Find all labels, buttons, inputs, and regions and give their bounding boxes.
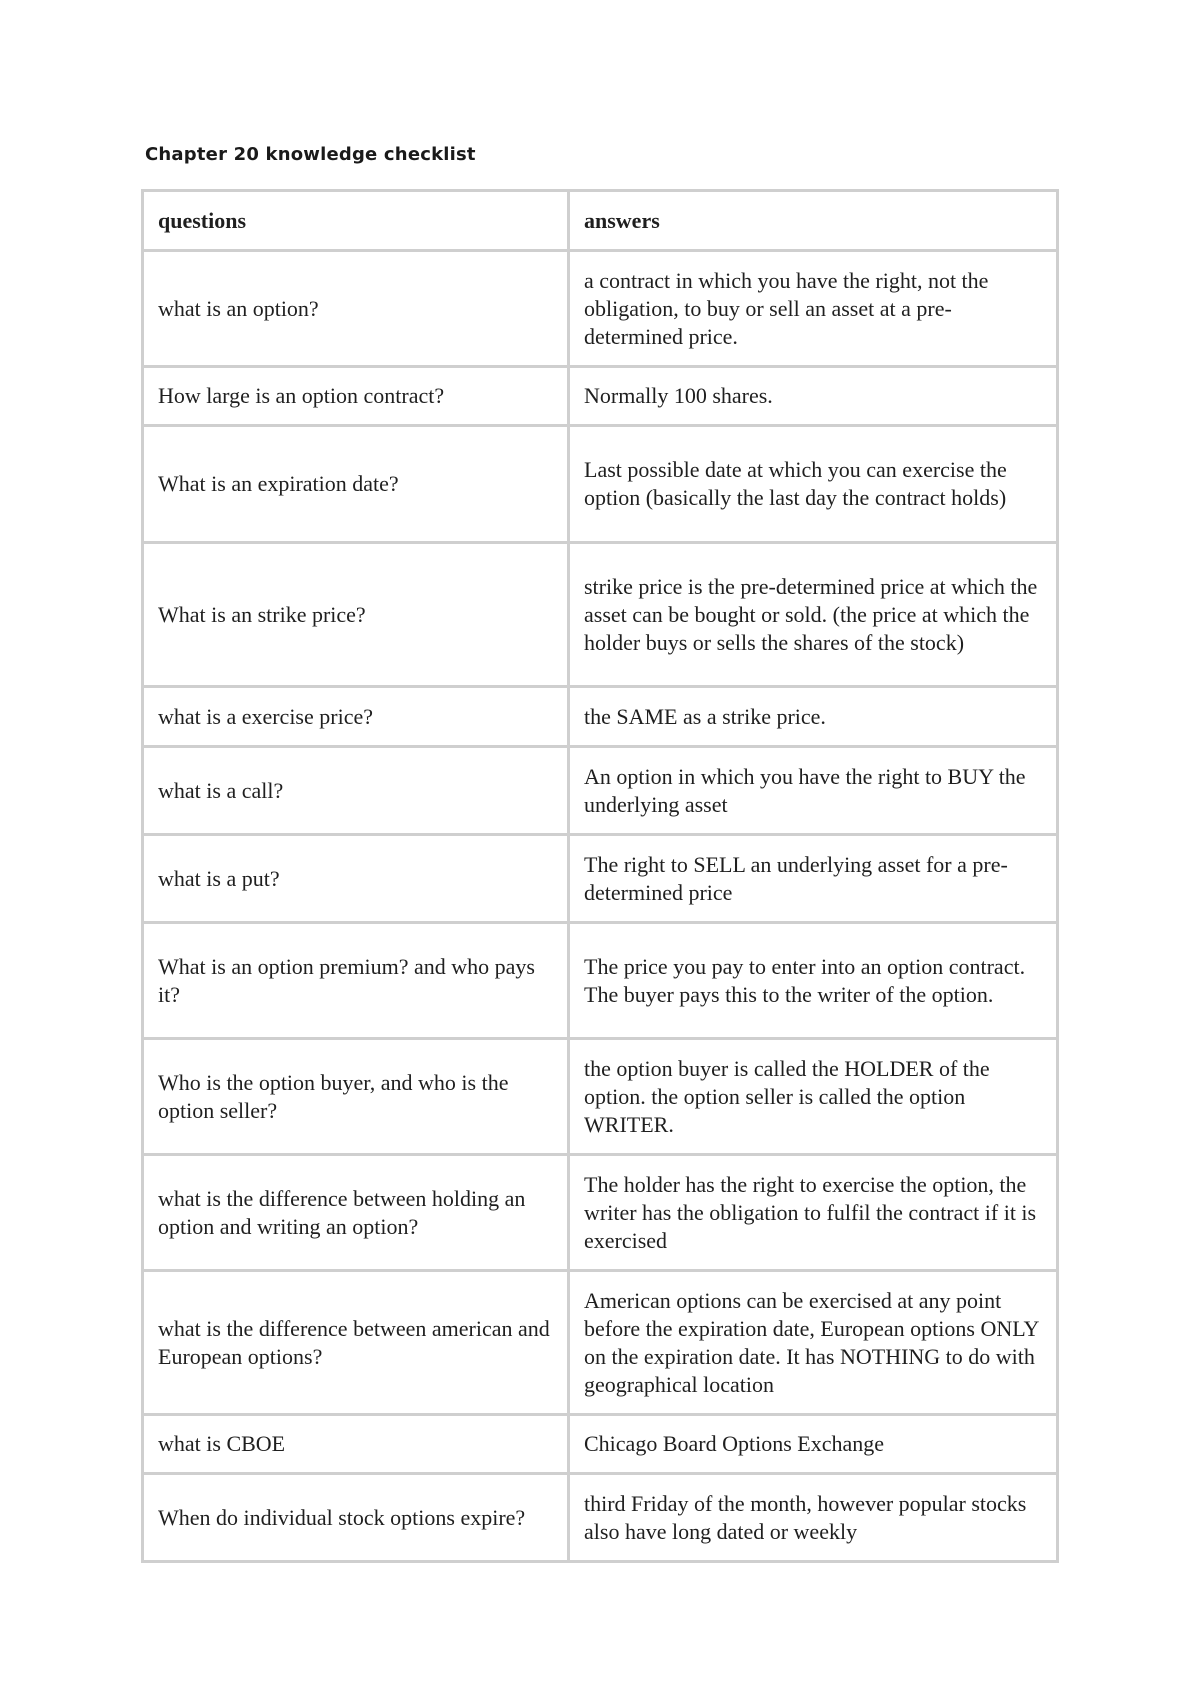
answer-cell: strike price is the pre-determined price at which the asset can be bought or sold. (the price at which the holder buys or sells the shares of the stock) [569, 543, 1058, 687]
table-row [143, 923, 1058, 1039]
question-cell: what is the difference between american and European options? [143, 1271, 569, 1415]
question-cell: How large is an option contract? [143, 367, 569, 426]
table-header-row [143, 191, 1058, 251]
table-row [143, 1155, 1058, 1271]
answer-cell: third Friday of the month, however popular stocks also have long dated or weekly [569, 1474, 1058, 1562]
table-row [143, 687, 1058, 747]
table-row [143, 1474, 1058, 1562]
answer-cell: a contract in which you have the right, not the obligation, to buy or sell an asset at a pre-determined price. [569, 251, 1058, 367]
question-cell: What is an strike price? [143, 543, 569, 687]
table-row [143, 835, 1058, 923]
knowledge-checklist-table [141, 189, 1059, 1563]
table-row [143, 747, 1058, 835]
answer-cell: Last possible date at which you can exercise the option (basically the last day the contract holds) [569, 426, 1058, 543]
table-row [143, 367, 1058, 426]
table-row [143, 426, 1058, 543]
answer-cell: The right to SELL an underlying asset for a pre-determined price [569, 835, 1058, 923]
question-cell: what is a call? [143, 747, 569, 835]
table-row [143, 1039, 1058, 1155]
question-cell: What is an expiration date? [143, 426, 569, 543]
question-cell: what is an option? [143, 251, 569, 367]
answer-cell: the SAME as a strike price. [569, 687, 1058, 747]
document-title: Chapter 20 knowledge checklist [145, 144, 476, 165]
question-cell: what is the difference between holding an option and writing an option? [143, 1155, 569, 1271]
question-cell: what is a exercise price? [143, 687, 569, 747]
question-cell: When do individual stock options expire? [143, 1474, 569, 1562]
table-row [143, 1271, 1058, 1415]
question-cell: Who is the option buyer, and who is the option seller? [143, 1039, 569, 1155]
answer-cell: The price you pay to enter into an option contract. The buyer pays this to the writer of the option. [569, 923, 1058, 1039]
questions-column-header: questions [143, 191, 569, 251]
table-row [143, 1415, 1058, 1474]
answer-cell: Chicago Board Options Exchange [569, 1415, 1058, 1474]
answer-cell: American options can be exercised at any point before the expiration date, European options ONLY on the expiration date. It has NOTHING to do with geographical location [569, 1271, 1058, 1415]
table-row [143, 251, 1058, 367]
table-row [143, 543, 1058, 687]
question-cell: What is an option premium? and who pays it? [143, 923, 569, 1039]
answer-cell: Normally 100 shares. [569, 367, 1058, 426]
question-cell: what is CBOE [143, 1415, 569, 1474]
question-cell: what is a put? [143, 835, 569, 923]
answer-cell: An option in which you have the right to BUY the underlying asset [569, 747, 1058, 835]
answer-cell: the option buyer is called the HOLDER of the option. the option seller is called the option WRITER. [569, 1039, 1058, 1155]
answer-cell: The holder has the right to exercise the option, the writer has the obligation to fulfil the contract if it is exercised [569, 1155, 1058, 1271]
answers-column-header: answers [569, 191, 1058, 251]
